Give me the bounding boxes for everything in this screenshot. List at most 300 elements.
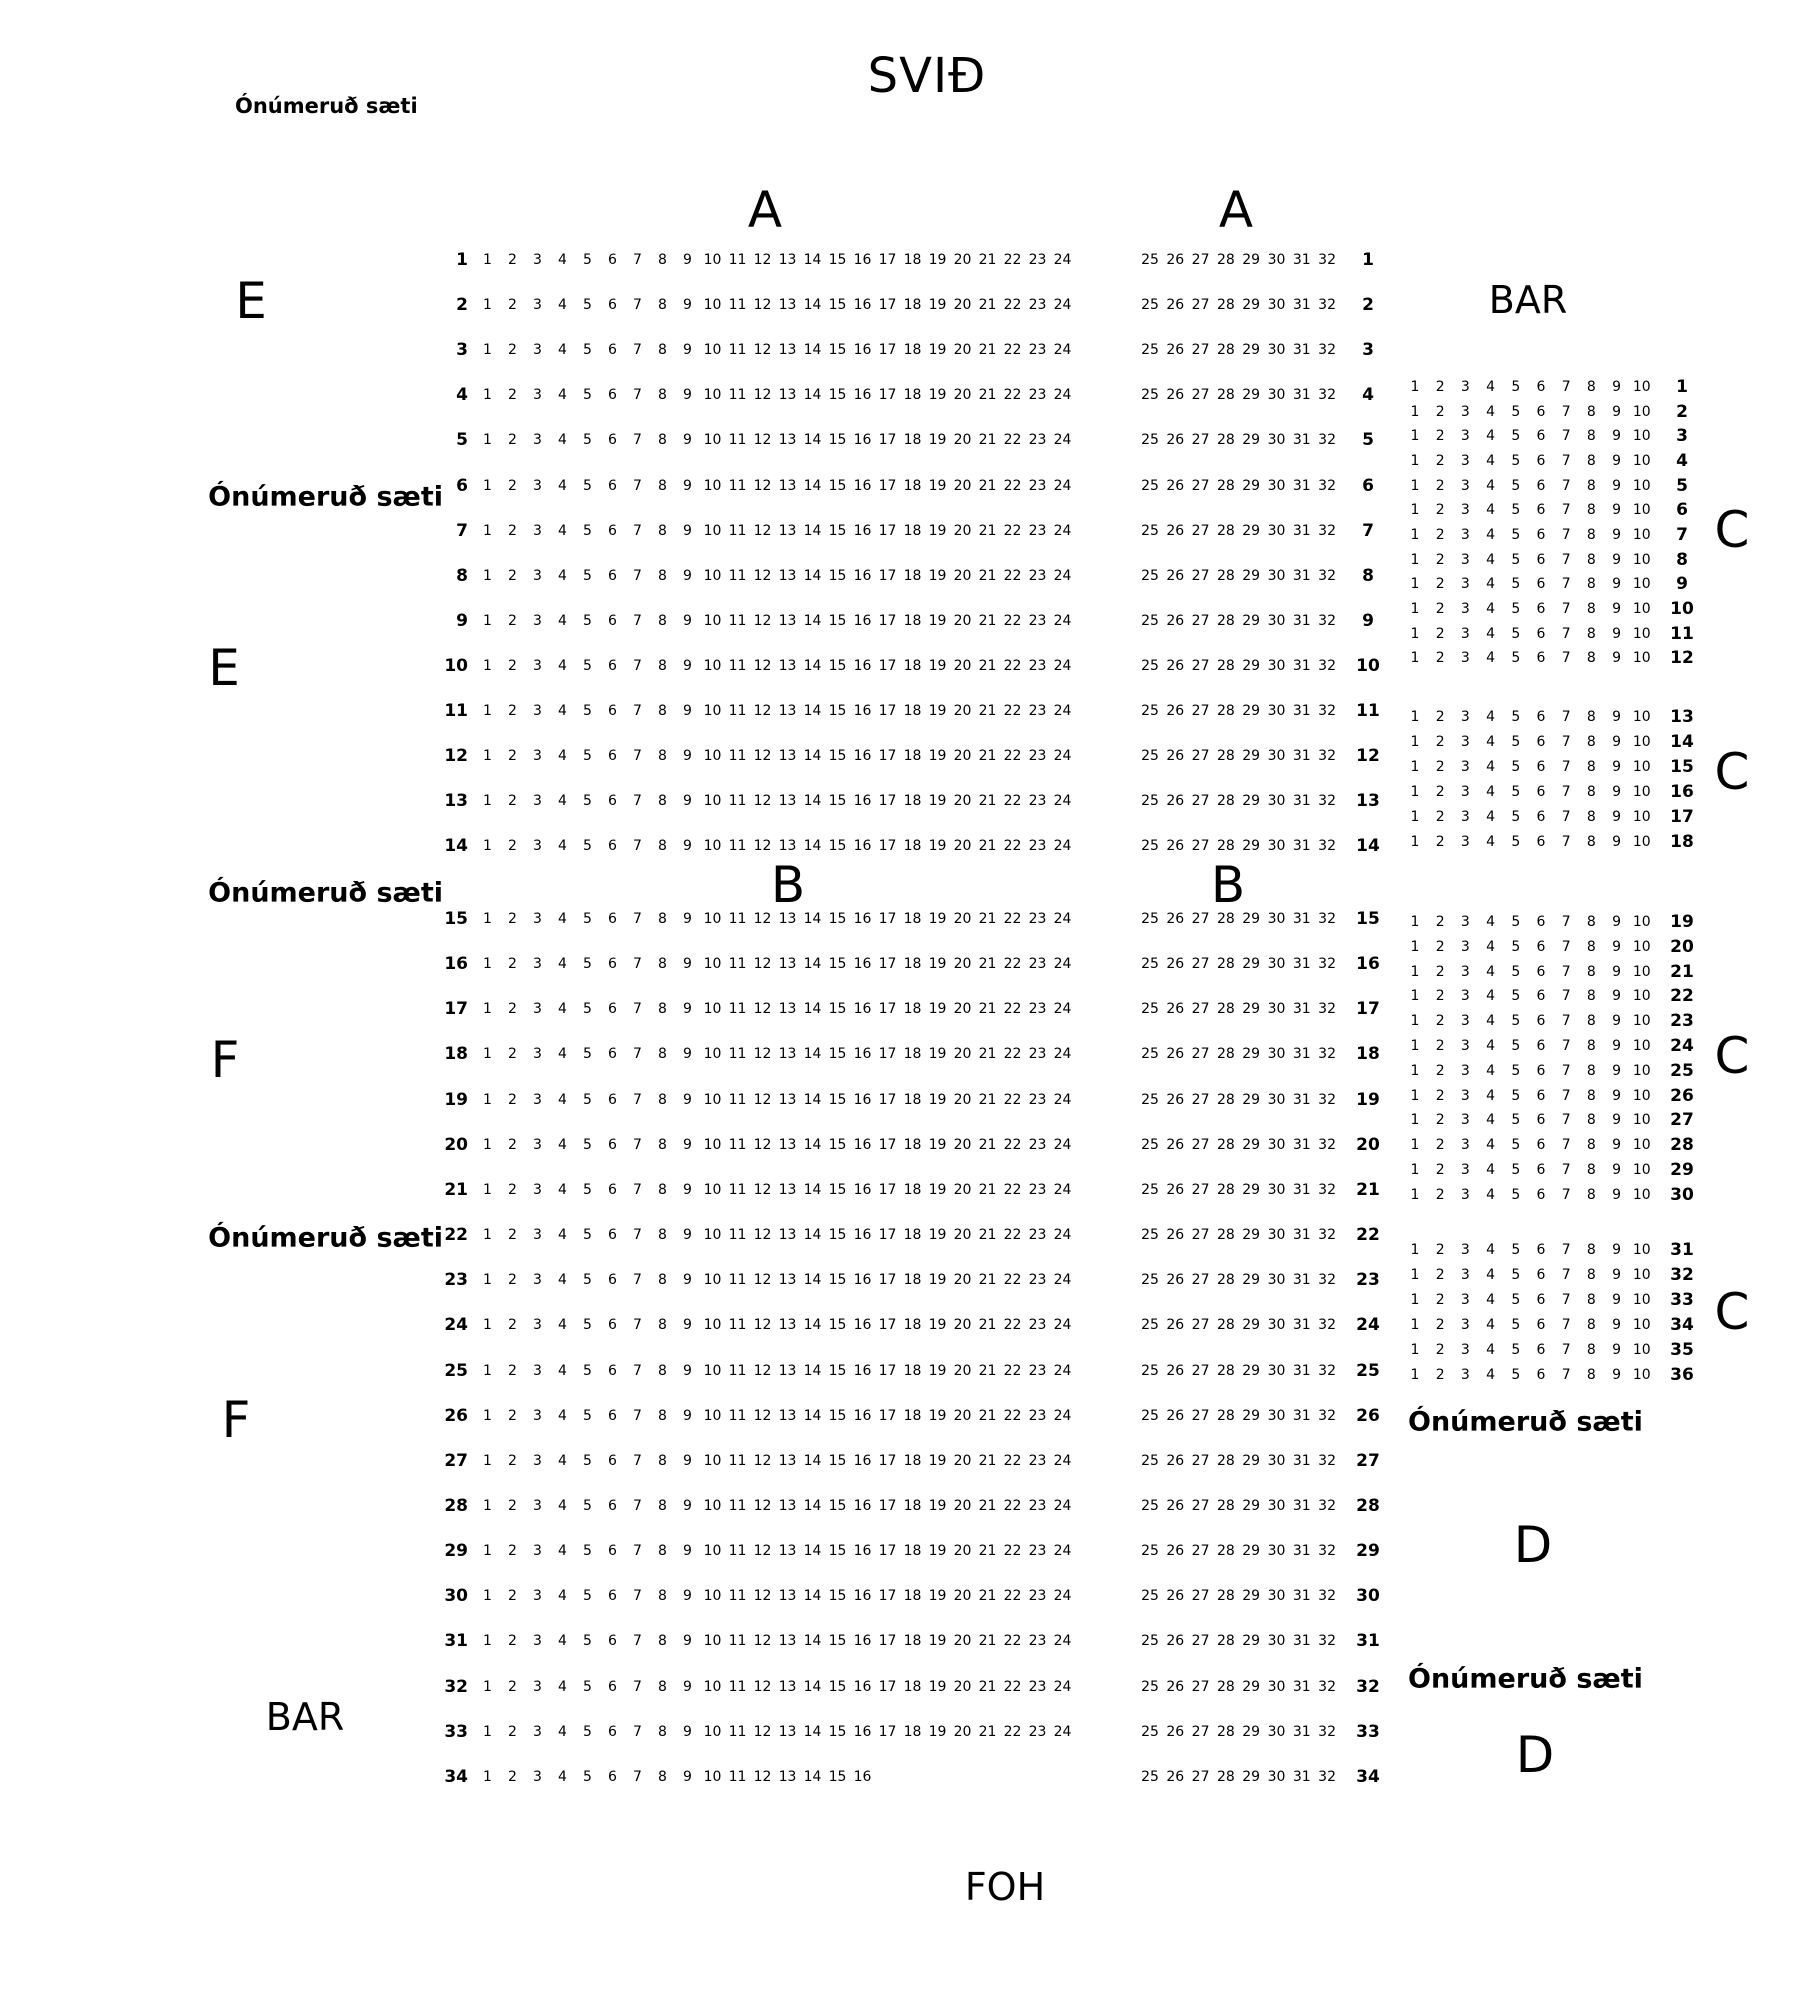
seat[interactable]: 4 — [1486, 914, 1496, 930]
seat[interactable]: 10 — [703, 252, 722, 268]
seat[interactable]: 8 — [1586, 1292, 1596, 1308]
seat[interactable]: 5 — [583, 387, 592, 404]
seat[interactable]: 3 — [1460, 1292, 1470, 1308]
seat[interactable]: 16 — [853, 477, 872, 494]
seat[interactable]: 19 — [928, 748, 947, 765]
seat[interactable]: 24 — [1053, 748, 1072, 765]
seat[interactable]: 30 — [1267, 252, 1286, 268]
seat[interactable]: 9 — [683, 1633, 692, 1650]
seat[interactable]: 4 — [1486, 938, 1496, 955]
seat[interactable]: 8 — [1586, 403, 1596, 420]
seat[interactable]: 23 — [1028, 1407, 1047, 1424]
seat[interactable]: 2 — [508, 748, 517, 765]
seat[interactable]: 5 — [1511, 452, 1521, 469]
seat[interactable]: 1 — [483, 956, 492, 973]
seat[interactable]: 27 — [1191, 911, 1210, 927]
seat[interactable]: 29 — [1242, 703, 1261, 719]
seat[interactable]: 5 — [583, 297, 592, 314]
seat[interactable]: 9 — [683, 432, 692, 449]
seat[interactable]: 26 — [1166, 522, 1185, 539]
seat[interactable]: 20 — [953, 703, 972, 719]
seat[interactable]: 2 — [1435, 452, 1445, 469]
seat[interactable]: 22 — [1003, 612, 1022, 629]
seat[interactable]: 12 — [753, 252, 772, 268]
seat[interactable]: 17 — [878, 1181, 897, 1198]
seat[interactable]: 4 — [1486, 988, 1496, 1005]
seat[interactable]: 6 — [1536, 576, 1546, 593]
seat[interactable]: 15 — [828, 1452, 847, 1469]
seat[interactable]: 30 — [1267, 1317, 1286, 1334]
seat[interactable]: 14 — [803, 522, 822, 539]
seat[interactable]: 4 — [558, 1136, 567, 1153]
seat[interactable]: 9 — [683, 1362, 692, 1379]
seat[interactable]: 6 — [608, 1091, 617, 1108]
seat[interactable]: 32 — [1318, 956, 1336, 973]
seat[interactable]: 19 — [928, 1272, 947, 1289]
seat[interactable]: 22 — [1003, 1497, 1022, 1514]
seat[interactable]: 18 — [903, 657, 922, 674]
seat[interactable]: 8 — [1586, 452, 1596, 469]
seat[interactable]: 8 — [1586, 650, 1596, 667]
seat[interactable]: 16 — [853, 1272, 872, 1289]
seat[interactable]: 6 — [1536, 526, 1546, 543]
seat[interactable]: 31 — [1292, 1633, 1311, 1650]
seat[interactable]: 31 — [1292, 1452, 1311, 1469]
seat[interactable]: 6 — [608, 1407, 617, 1424]
seat[interactable]: 2 — [508, 432, 517, 449]
seat[interactable]: 19 — [928, 252, 947, 268]
seat[interactable]: 1 — [483, 748, 492, 765]
seat[interactable]: 8 — [658, 1091, 667, 1108]
seat[interactable]: 30 — [1267, 567, 1286, 584]
seat[interactable]: 26 — [1166, 252, 1185, 268]
seat[interactable]: 27 — [1191, 838, 1210, 855]
seat[interactable]: 6 — [608, 1633, 617, 1650]
seat[interactable]: 7 — [1561, 1087, 1571, 1104]
seat[interactable]: 5 — [583, 1181, 592, 1198]
seat[interactable]: 19 — [928, 956, 947, 973]
seat[interactable]: 12 — [753, 1588, 772, 1605]
seat[interactable]: 18 — [903, 1588, 922, 1605]
seat[interactable]: 1 — [1410, 551, 1420, 568]
seat[interactable]: 4 — [1486, 1062, 1496, 1079]
seat[interactable]: 22 — [1003, 911, 1022, 927]
seat[interactable]: 8 — [658, 252, 667, 268]
seat[interactable]: 2 — [1435, 963, 1445, 980]
seat[interactable]: 10 — [1632, 784, 1651, 800]
seat[interactable]: 26 — [1166, 1723, 1185, 1740]
seat[interactable]: 17 — [878, 748, 897, 765]
seat[interactable]: 11 — [728, 1227, 747, 1244]
seat[interactable]: 14 — [803, 1362, 822, 1379]
seat[interactable]: 3 — [533, 1317, 542, 1334]
seat[interactable]: 23 — [1028, 1001, 1047, 1018]
seat[interactable]: 25 — [1141, 1768, 1159, 1785]
seat[interactable]: 30 — [1267, 1543, 1286, 1560]
seat[interactable]: 22 — [1003, 1407, 1022, 1424]
seat[interactable]: 5 — [583, 748, 592, 765]
seat[interactable]: 29 — [1242, 657, 1261, 674]
seat[interactable]: 11 — [728, 1317, 747, 1334]
seat[interactable]: 20 — [953, 1272, 972, 1289]
seat[interactable]: 3 — [533, 703, 542, 719]
seat[interactable]: 1 — [1410, 452, 1420, 469]
seat[interactable]: 2 — [508, 1497, 517, 1514]
seat[interactable]: 10 — [1632, 1112, 1651, 1129]
seat[interactable]: 18 — [903, 1452, 922, 1469]
seat[interactable]: 5 — [583, 956, 592, 973]
seat[interactable]: 24 — [1053, 1181, 1072, 1198]
seat[interactable]: 8 — [658, 387, 667, 404]
seat[interactable]: 2 — [1435, 1162, 1445, 1178]
seat[interactable]: 14 — [803, 387, 822, 404]
seat[interactable]: 30 — [1267, 956, 1286, 973]
seat[interactable]: 29 — [1242, 252, 1261, 268]
seat[interactable]: 3 — [533, 1046, 542, 1063]
seat[interactable]: 10 — [1632, 477, 1651, 494]
seat[interactable]: 16 — [853, 1362, 872, 1379]
seat[interactable]: 3 — [533, 1768, 542, 1785]
seat[interactable]: 4 — [1486, 734, 1496, 750]
seat[interactable]: 10 — [1632, 963, 1651, 980]
seat[interactable]: 32 — [1318, 1227, 1336, 1244]
seat[interactable]: 3 — [1460, 759, 1470, 775]
seat[interactable]: 6 — [608, 387, 617, 404]
seat[interactable]: 11 — [728, 1768, 747, 1785]
seat[interactable]: 3 — [1460, 1267, 1470, 1283]
seat[interactable]: 19 — [928, 1497, 947, 1514]
seat[interactable]: 2 — [508, 342, 517, 359]
seat[interactable]: 7 — [633, 1317, 642, 1334]
seat[interactable]: 10 — [1632, 734, 1651, 750]
seat[interactable]: 4 — [1486, 1292, 1496, 1308]
seat[interactable]: 3 — [1460, 600, 1470, 617]
seat[interactable]: 5 — [583, 1317, 592, 1334]
seat[interactable]: 4 — [1486, 709, 1496, 725]
seat[interactable]: 5 — [583, 612, 592, 629]
seat[interactable]: 7 — [633, 657, 642, 674]
seat[interactable]: 10 — [703, 1633, 722, 1650]
seat[interactable]: 10 — [703, 793, 722, 810]
seat[interactable]: 5 — [583, 1362, 592, 1379]
seat[interactable]: 21 — [978, 1407, 997, 1424]
seat[interactable]: 16 — [853, 1001, 872, 1018]
seat[interactable]: 9 — [1612, 452, 1622, 469]
seat[interactable]: 18 — [903, 793, 922, 810]
seat[interactable]: 8 — [1586, 809, 1596, 825]
seat[interactable]: 28 — [1216, 387, 1235, 404]
seat[interactable]: 21 — [978, 1272, 997, 1289]
seat[interactable]: 19 — [928, 1633, 947, 1650]
seat[interactable]: 10 — [703, 1543, 722, 1560]
seat[interactable]: 9 — [683, 612, 692, 629]
seat[interactable]: 4 — [558, 252, 567, 268]
seat[interactable]: 28 — [1216, 1678, 1235, 1695]
seat[interactable]: 10 — [1632, 1367, 1651, 1383]
seat[interactable]: 14 — [803, 1227, 822, 1244]
seat[interactable]: 9 — [683, 703, 692, 719]
seat[interactable]: 1 — [483, 911, 492, 927]
seat[interactable]: 9 — [1612, 1317, 1622, 1333]
seat[interactable]: 8 — [1586, 502, 1596, 519]
seat[interactable]: 3 — [533, 1407, 542, 1424]
seat[interactable]: 3 — [1460, 784, 1470, 800]
seat[interactable]: 2 — [508, 1362, 517, 1379]
seat[interactable]: 28 — [1216, 342, 1235, 359]
seat[interactable]: 4 — [558, 703, 567, 719]
seat[interactable]: 19 — [928, 1588, 947, 1605]
seat[interactable]: 5 — [1511, 1137, 1521, 1154]
seat[interactable]: 17 — [878, 657, 897, 674]
seat[interactable]: 3 — [533, 1497, 542, 1514]
seat[interactable]: 16 — [853, 1768, 872, 1785]
seat[interactable]: 1 — [1410, 1317, 1420, 1333]
seat[interactable]: 22 — [1003, 387, 1022, 404]
seat[interactable]: 2 — [1435, 1186, 1445, 1203]
seat[interactable]: 21 — [978, 1588, 997, 1605]
seat[interactable]: 30 — [1267, 477, 1286, 494]
seat[interactable]: 1 — [1410, 734, 1420, 750]
seat[interactable]: 28 — [1216, 1046, 1235, 1063]
seat[interactable]: 26 — [1166, 432, 1185, 449]
seat[interactable]: 6 — [608, 522, 617, 539]
seat[interactable]: 2 — [508, 1723, 517, 1740]
seat[interactable]: 5 — [583, 1091, 592, 1108]
seat[interactable]: 30 — [1267, 1227, 1286, 1244]
seat[interactable]: 9 — [1612, 1162, 1622, 1178]
seat[interactable]: 10 — [703, 1317, 722, 1334]
seat[interactable]: 32 — [1318, 1768, 1336, 1785]
seat[interactable]: 6 — [1536, 1267, 1546, 1283]
seat[interactable]: 4 — [558, 297, 567, 314]
seat[interactable]: 3 — [1460, 734, 1470, 750]
seat[interactable]: 6 — [1536, 1367, 1546, 1383]
seat[interactable]: 15 — [828, 342, 847, 359]
seat[interactable]: 10 — [703, 297, 722, 314]
seat[interactable]: 10 — [1632, 379, 1651, 395]
seat[interactable]: 11 — [728, 1362, 747, 1379]
seat[interactable]: 16 — [853, 612, 872, 629]
seat[interactable]: 4 — [558, 956, 567, 973]
seat[interactable]: 1 — [483, 1588, 492, 1605]
seat[interactable]: 20 — [953, 956, 972, 973]
seat[interactable]: 5 — [583, 477, 592, 494]
seat[interactable]: 12 — [753, 1362, 772, 1379]
seat[interactable]: 21 — [978, 956, 997, 973]
seat[interactable]: 28 — [1216, 612, 1235, 629]
seat[interactable]: 8 — [658, 1407, 667, 1424]
seat[interactable]: 11 — [728, 1588, 747, 1605]
seat[interactable]: 16 — [853, 1452, 872, 1469]
seat[interactable]: 20 — [953, 1543, 972, 1560]
seat[interactable]: 30 — [1267, 1362, 1286, 1379]
seat[interactable]: 10 — [1632, 452, 1651, 469]
seat[interactable]: 18 — [903, 1046, 922, 1063]
seat[interactable]: 2 — [1435, 1367, 1445, 1383]
seat[interactable]: 9 — [683, 1317, 692, 1334]
seat[interactable]: 15 — [828, 477, 847, 494]
seat[interactable]: 8 — [658, 1362, 667, 1379]
seat[interactable]: 4 — [558, 387, 567, 404]
seat[interactable]: 8 — [658, 612, 667, 629]
seat[interactable]: 8 — [1586, 784, 1596, 800]
seat[interactable]: 13 — [778, 387, 797, 404]
seat[interactable]: 16 — [853, 1091, 872, 1108]
seat[interactable]: 6 — [608, 297, 617, 314]
seat[interactable]: 30 — [1267, 1497, 1286, 1514]
seat[interactable]: 30 — [1267, 342, 1286, 359]
seat[interactable]: 8 — [1586, 1087, 1596, 1104]
seat[interactable]: 1 — [483, 252, 492, 268]
seat[interactable]: 5 — [1511, 403, 1521, 420]
seat[interactable]: 2 — [508, 522, 517, 539]
seat[interactable]: 5 — [1511, 1186, 1521, 1203]
seat[interactable]: 15 — [828, 1768, 847, 1785]
seat[interactable]: 2 — [508, 612, 517, 629]
seat[interactable]: 11 — [728, 1543, 747, 1560]
seat[interactable]: 9 — [683, 1678, 692, 1695]
seat[interactable]: 12 — [753, 956, 772, 973]
seat[interactable]: 1 — [1410, 1162, 1420, 1178]
seat[interactable]: 18 — [903, 612, 922, 629]
seat[interactable]: 32 — [1318, 1362, 1336, 1379]
seat[interactable]: 5 — [583, 657, 592, 674]
seat[interactable]: 8 — [1586, 1112, 1596, 1129]
seat[interactable]: 19 — [928, 793, 947, 810]
seat[interactable]: 5 — [583, 1136, 592, 1153]
seat[interactable]: 30 — [1267, 793, 1286, 810]
seat[interactable]: 27 — [1191, 793, 1210, 810]
seat[interactable]: 10 — [1632, 1087, 1651, 1104]
seat[interactable]: 2 — [508, 1091, 517, 1108]
seat[interactable]: 32 — [1318, 342, 1336, 359]
seat[interactable]: 25 — [1141, 612, 1159, 629]
seat[interactable]: 10 — [703, 477, 722, 494]
seat[interactable]: 18 — [903, 911, 922, 927]
seat[interactable]: 17 — [878, 1001, 897, 1018]
seat[interactable]: 7 — [633, 567, 642, 584]
seat[interactable]: 32 — [1318, 387, 1336, 404]
seat[interactable]: 13 — [778, 1678, 797, 1695]
seat[interactable]: 4 — [558, 1181, 567, 1198]
seat[interactable]: 8 — [1586, 734, 1596, 750]
seat[interactable]: 1 — [483, 1768, 492, 1785]
seat[interactable]: 10 — [1632, 1162, 1651, 1178]
seat[interactable]: 21 — [978, 1452, 997, 1469]
seat[interactable]: 7 — [633, 432, 642, 449]
seat[interactable]: 20 — [953, 793, 972, 810]
seat[interactable]: 7 — [633, 748, 642, 765]
seat[interactable]: 2 — [1435, 988, 1445, 1005]
seat[interactable]: 5 — [1511, 988, 1521, 1005]
seat[interactable]: 19 — [928, 522, 947, 539]
seat[interactable]: 14 — [803, 477, 822, 494]
seat[interactable]: 9 — [1612, 963, 1622, 980]
seat[interactable]: 23 — [1028, 387, 1047, 404]
seat[interactable]: 18 — [903, 1407, 922, 1424]
seat[interactable]: 19 — [928, 1723, 947, 1740]
seat[interactable]: 19 — [928, 703, 947, 719]
seat[interactable]: 22 — [1003, 1091, 1022, 1108]
seat[interactable]: 9 — [1612, 809, 1622, 825]
seat[interactable]: 6 — [608, 1001, 617, 1018]
seat[interactable]: 16 — [853, 297, 872, 314]
seat[interactable]: 17 — [878, 297, 897, 314]
seat[interactable]: 5 — [1511, 1112, 1521, 1129]
seat[interactable]: 8 — [658, 1136, 667, 1153]
seat[interactable]: 9 — [683, 1497, 692, 1514]
seat[interactable]: 31 — [1292, 1046, 1311, 1063]
seat[interactable]: 4 — [1486, 834, 1496, 850]
seat[interactable]: 1 — [483, 387, 492, 404]
seat[interactable]: 26 — [1166, 1768, 1185, 1785]
seat[interactable]: 2 — [1435, 551, 1445, 568]
seat[interactable]: 24 — [1053, 252, 1072, 268]
seat[interactable]: 8 — [1586, 1038, 1596, 1054]
seat[interactable]: 8 — [658, 1723, 667, 1740]
seat[interactable]: 11 — [728, 432, 747, 449]
seat[interactable]: 8 — [658, 567, 667, 584]
seat[interactable]: 2 — [508, 252, 517, 268]
seat[interactable]: 28 — [1216, 911, 1235, 927]
seat[interactable]: 13 — [778, 1046, 797, 1063]
seat[interactable]: 26 — [1166, 838, 1185, 855]
seat[interactable]: 31 — [1292, 1588, 1311, 1605]
seat[interactable]: 3 — [533, 793, 542, 810]
seat[interactable]: 4 — [558, 1768, 567, 1785]
seat[interactable]: 6 — [608, 657, 617, 674]
seat[interactable]: 8 — [658, 1543, 667, 1560]
seat[interactable]: 1 — [1410, 1186, 1420, 1203]
seat[interactable]: 5 — [1511, 834, 1521, 850]
seat[interactable]: 29 — [1242, 1768, 1261, 1785]
seat[interactable]: 23 — [1028, 1543, 1047, 1560]
seat[interactable]: 13 — [778, 567, 797, 584]
seat[interactable]: 18 — [903, 387, 922, 404]
seat[interactable]: 4 — [558, 522, 567, 539]
seat[interactable]: 31 — [1292, 342, 1311, 359]
seat[interactable]: 3 — [533, 297, 542, 314]
seat[interactable]: 20 — [953, 1317, 972, 1334]
seat[interactable]: 28 — [1216, 1407, 1235, 1424]
seat[interactable]: 2 — [1435, 938, 1445, 955]
seat[interactable]: 30 — [1267, 1272, 1286, 1289]
seat[interactable]: 27 — [1191, 748, 1210, 765]
seat[interactable]: 24 — [1053, 297, 1072, 314]
seat[interactable]: 8 — [658, 1046, 667, 1063]
seat[interactable]: 26 — [1166, 748, 1185, 765]
seat[interactable]: 7 — [633, 1181, 642, 1198]
seat[interactable]: 1 — [483, 297, 492, 314]
seat[interactable]: 1 — [483, 1723, 492, 1740]
seat[interactable]: 10 — [703, 1723, 722, 1740]
seat[interactable]: 24 — [1053, 1723, 1072, 1740]
seat[interactable]: 17 — [878, 612, 897, 629]
seat[interactable]: 18 — [903, 1723, 922, 1740]
seat[interactable]: 20 — [953, 911, 972, 927]
seat[interactable]: 4 — [1486, 403, 1496, 420]
seat[interactable]: 9 — [683, 1046, 692, 1063]
seat[interactable]: 31 — [1292, 1091, 1311, 1108]
seat[interactable]: 8 — [1586, 1186, 1596, 1203]
seat[interactable]: 1 — [483, 567, 492, 584]
seat[interactable]: 1 — [1410, 1292, 1420, 1308]
seat[interactable]: 31 — [1292, 1136, 1311, 1153]
seat[interactable]: 32 — [1318, 1136, 1336, 1153]
seat[interactable]: 13 — [778, 703, 797, 719]
seat[interactable]: 4 — [558, 1723, 567, 1740]
seat[interactable]: 9 — [1612, 625, 1622, 642]
